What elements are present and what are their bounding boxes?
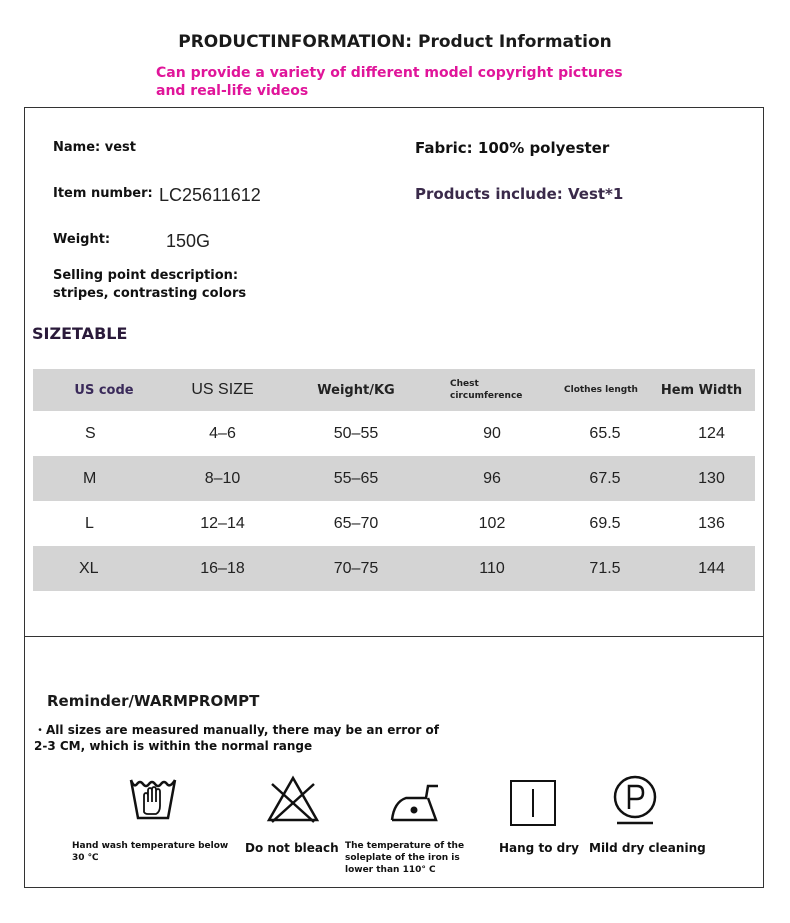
name-label: Name: vest (53, 140, 136, 155)
header-chest: Chest circumference (450, 379, 523, 401)
size-table-title: SIZETABLE (32, 324, 128, 343)
page-title: PRODUCTINFORMATION: Product Information (178, 32, 612, 52)
selling-point-label: Selling point description: (53, 268, 239, 283)
cell-length: 69.5 (589, 514, 621, 532)
hang-dry-label: Hang to dry (499, 841, 579, 855)
cell-chest: 90 (483, 424, 501, 442)
cell-code: XL (79, 559, 99, 577)
weight-value: 150G (166, 231, 211, 251)
cell-hem: 124 (698, 424, 725, 442)
selling-point-value: stripes, contrasting colors (53, 286, 247, 301)
table-row (33, 501, 755, 546)
cell-code: M (83, 469, 97, 487)
cell-size: 16–18 (200, 559, 245, 577)
cell-size: 8–10 (204, 469, 241, 487)
iron-icon (388, 780, 442, 826)
header-hem-width: Hem Width (660, 382, 743, 398)
cell-weight: 70–75 (333, 559, 379, 577)
header-weight: Weight/KG (317, 382, 395, 398)
table-row (33, 546, 755, 591)
weight-label: Weight: (53, 232, 111, 247)
cell-length: 71.5 (589, 559, 621, 577)
table-header-row (33, 369, 755, 411)
products-include: Products include: Vest*1 (415, 185, 624, 203)
dry-clean-icon (611, 773, 659, 827)
cell-code: L (85, 514, 94, 532)
header-length: Clothes length (564, 385, 638, 395)
measurement-note: ・All sizes are measured manually, there may be an error of 2-3 CM, which is within the normal range (34, 723, 440, 753)
hang-dry-icon (509, 779, 557, 827)
size-table (33, 369, 755, 591)
cell-code: S (85, 424, 96, 442)
no-bleach-icon (266, 774, 320, 824)
hand-wash-label: Hand wash temperature below 30 ℃ (72, 841, 229, 863)
cell-weight: 50–55 (333, 424, 379, 442)
cell-hem: 136 (698, 514, 725, 532)
page-subtitle: Can provide a variety of different model copyright pictures and real-life videos (156, 65, 623, 99)
iron-label: The temperature of the soleplate of the iron is lower than 110° C (345, 841, 465, 875)
table-row (33, 456, 755, 501)
reminder-title: Reminder/WARMPROMPT (47, 692, 260, 710)
cell-size: 12–14 (200, 514, 245, 532)
cell-chest: 110 (479, 559, 505, 577)
no-bleach-label: Do not bleach (245, 841, 339, 855)
cell-weight: 55–65 (333, 469, 379, 487)
item-number-label: Item number: (53, 186, 153, 201)
cell-chest: 96 (483, 469, 501, 487)
header-us-code: US code (74, 382, 134, 398)
item-number-value: LC25611612 (159, 185, 261, 205)
cell-hem: 130 (698, 469, 725, 487)
cell-hem: 144 (698, 559, 725, 577)
header-us-size: US SIZE (191, 381, 254, 398)
hand-wash-icon (128, 774, 178, 824)
dry-clean-label: Mild dry cleaning (589, 841, 706, 855)
cell-size: 4–6 (209, 424, 236, 442)
cell-length: 65.5 (589, 424, 621, 442)
table-row (33, 411, 755, 456)
cell-length: 67.5 (589, 469, 621, 487)
cell-weight: 65–70 (333, 514, 379, 532)
cell-chest: 102 (478, 514, 506, 532)
fabric-info: Fabric: 100% polyester (415, 139, 610, 157)
